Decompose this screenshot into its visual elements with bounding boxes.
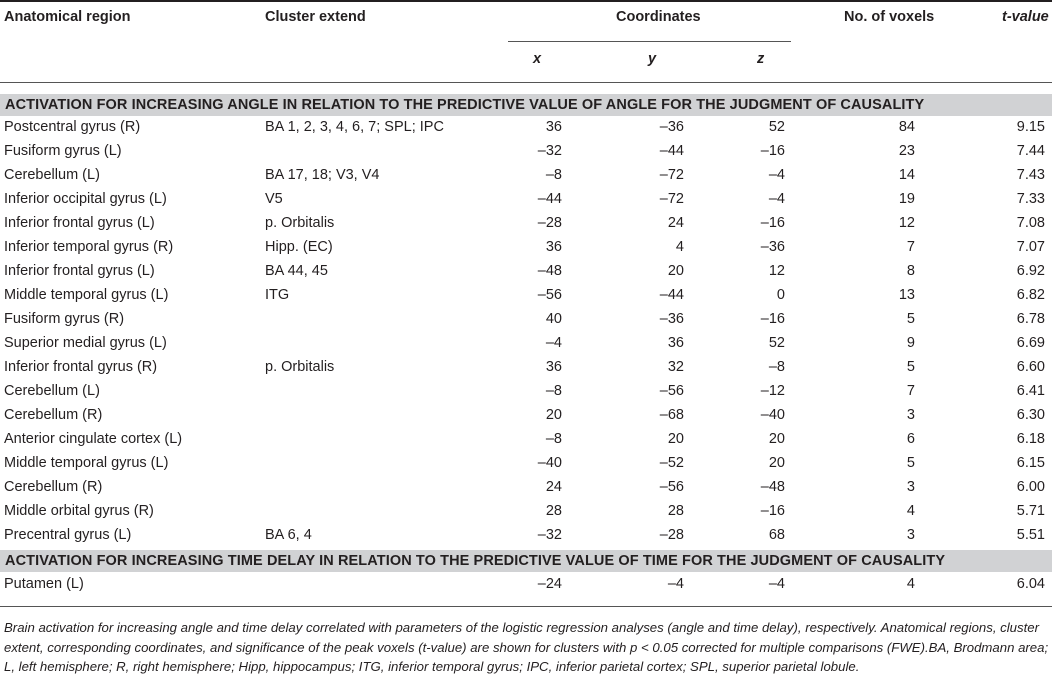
cell-x: 36 <box>545 359 562 375</box>
cell-region: Middle temporal gyrus (L) <box>4 287 169 303</box>
cell-z: –4 <box>768 191 785 207</box>
cell-region: Inferior frontal gyrus (L) <box>4 263 155 279</box>
cell-z: 20 <box>768 455 785 471</box>
cell-x: 24 <box>545 479 562 495</box>
table-row <box>0 572 1052 596</box>
cell-x: –56 <box>537 287 562 303</box>
cell-y: –72 <box>659 167 684 183</box>
cell-y: 24 <box>667 215 684 231</box>
cell-x: 36 <box>545 239 562 255</box>
cell-z: –8 <box>768 359 785 375</box>
cell-voxels: 14 <box>898 167 915 183</box>
cell-voxels: 9 <box>906 335 915 351</box>
header-rule <box>0 82 1052 83</box>
cell-region: Superior medial gyrus (L) <box>4 335 167 351</box>
cell-z: –48 <box>760 479 785 495</box>
cell-y: –52 <box>659 455 684 471</box>
cell-z: 52 <box>768 119 785 135</box>
cell-z: –16 <box>760 503 785 519</box>
cell-tvalue: 6.69 <box>1016 335 1045 351</box>
cell-x: –28 <box>537 215 562 231</box>
table-row <box>0 187 1052 211</box>
section-header <box>0 550 1052 572</box>
cell-tvalue: 6.15 <box>1016 455 1045 471</box>
table-row <box>0 403 1052 427</box>
cell-y: 20 <box>667 431 684 447</box>
cell-y: –44 <box>659 287 684 303</box>
cell-tvalue: 6.92 <box>1016 263 1045 279</box>
cell-region: Inferior occipital gyrus (L) <box>4 191 167 207</box>
cell-y: 4 <box>675 239 684 255</box>
cell-voxels: 7 <box>906 239 915 255</box>
cell-region: Cerebellum (R) <box>4 407 103 423</box>
cell-tvalue: 7.07 <box>1016 239 1045 255</box>
top-rule <box>0 0 1052 2</box>
cell-tvalue: 6.82 <box>1016 287 1045 303</box>
cell-voxels: 5 <box>906 359 915 375</box>
cell-x: –32 <box>537 143 562 159</box>
table-row <box>0 307 1052 331</box>
cell-y: –68 <box>659 407 684 423</box>
cell-region: Middle temporal gyrus (L) <box>4 455 169 471</box>
cell-region: Postcentral gyrus (R) <box>4 119 141 135</box>
table-row <box>0 523 1052 547</box>
cell-x: –4 <box>545 335 562 351</box>
table-row <box>0 283 1052 307</box>
cell-tvalue: 7.33 <box>1016 191 1045 207</box>
table-row <box>0 379 1052 403</box>
cell-z: –16 <box>760 311 785 327</box>
table-row <box>0 331 1052 355</box>
cell-voxels: 3 <box>906 407 915 423</box>
cell-tvalue: 7.44 <box>1016 143 1045 159</box>
cell-z: –40 <box>760 407 785 423</box>
cell-tvalue: 7.08 <box>1016 215 1045 231</box>
cell-cluster: V5 <box>265 191 283 207</box>
cell-cluster: BA 17, 18; V3, V4 <box>265 167 380 183</box>
cell-x: –40 <box>537 455 562 471</box>
cell-region: Inferior frontal gyrus (R) <box>4 359 158 375</box>
cell-z: 12 <box>768 263 785 279</box>
bottom-rule <box>0 606 1052 607</box>
table-row <box>0 163 1052 187</box>
cell-y: 28 <box>667 503 684 519</box>
cell-x: 28 <box>545 503 562 519</box>
cell-voxels: 6 <box>906 431 915 447</box>
cell-x: 40 <box>545 311 562 327</box>
cell-x: –32 <box>537 527 562 543</box>
cell-y: –36 <box>659 119 684 135</box>
cell-tvalue: 9.15 <box>1016 119 1045 135</box>
table-row <box>0 115 1052 139</box>
cell-x: –8 <box>545 167 562 183</box>
coordinates-rule <box>508 41 791 42</box>
table-row <box>0 427 1052 451</box>
cell-y: 32 <box>667 359 684 375</box>
cell-voxels: 5 <box>906 455 915 471</box>
header-z: z <box>757 51 765 67</box>
cell-tvalue: 6.41 <box>1016 383 1045 399</box>
cell-z: –4 <box>768 167 785 183</box>
cell-cluster: p. Orbitalis <box>265 215 335 231</box>
table-row <box>0 355 1052 379</box>
cell-x: –44 <box>537 191 562 207</box>
cell-tvalue: 6.30 <box>1016 407 1045 423</box>
cell-tvalue: 6.60 <box>1016 359 1045 375</box>
cell-voxels: 5 <box>906 311 915 327</box>
cell-region: Anterior cingulate cortex (L) <box>4 431 183 447</box>
cell-y: –72 <box>659 191 684 207</box>
header-region: Anatomical region <box>4 9 131 25</box>
header-cluster: Cluster extend <box>265 9 366 25</box>
cell-region: Cerebellum (R) <box>4 479 103 495</box>
cell-region: Inferior temporal gyrus (R) <box>4 239 174 255</box>
header-tvalue: t-value <box>1002 9 1049 25</box>
cell-region: Inferior frontal gyrus (L) <box>4 215 155 231</box>
cell-x: 20 <box>545 407 562 423</box>
table-row <box>0 475 1052 499</box>
cell-voxels: 4 <box>906 576 915 592</box>
cell-voxels: 7 <box>906 383 915 399</box>
cell-z: –4 <box>768 576 785 592</box>
cell-voxels: 3 <box>906 527 915 543</box>
cell-y: –44 <box>659 143 684 159</box>
cell-voxels: 23 <box>898 143 915 159</box>
header-y: y <box>648 51 657 67</box>
cell-tvalue: 6.78 <box>1016 311 1045 327</box>
cell-z: 52 <box>768 335 785 351</box>
table-row <box>0 259 1052 283</box>
cell-region: Middle orbital gyrus (R) <box>4 503 154 519</box>
cell-region: Precentral gyrus (L) <box>4 527 132 543</box>
cell-voxels: 84 <box>898 119 915 135</box>
cell-y: –36 <box>659 311 684 327</box>
table-footnote: Brain activation for increasing angle and time delay correlated with parameters of the logistic regression analyses (angle and time delay), respectively. Anatomical regions, cluster extent, corresponding coordinates, and significance of the peak voxels (t-value) are shown for clusters with p < 0.05 corrected for multiple comparisons (FWE).BA, Brodmann area; L, left hemisphere; R, right hemisphere; Hipp, hippocampus; ITG, inferior temporal gyrus; IPC, inferior parietal cortex; SPL, superior parietal lobule. <box>4 620 1049 674</box>
cell-region: Cerebellum (L) <box>4 167 100 183</box>
cell-voxels: 3 <box>906 479 915 495</box>
cell-x: 36 <box>545 119 562 135</box>
cell-region: Fusiform gyrus (L) <box>4 143 122 159</box>
cell-cluster: ITG <box>265 287 290 303</box>
cell-cluster: BA 1, 2, 3, 4, 6, 7; SPL; IPC <box>265 119 444 135</box>
cell-voxels: 12 <box>898 215 915 231</box>
cell-z: –12 <box>760 383 785 399</box>
cell-x: –8 <box>545 383 562 399</box>
cell-cluster: BA 44, 45 <box>265 263 328 279</box>
table-row <box>0 235 1052 259</box>
cell-tvalue: 7.43 <box>1016 167 1045 183</box>
cell-voxels: 19 <box>898 191 915 207</box>
cell-y: 36 <box>667 335 684 351</box>
cell-y: –56 <box>659 383 684 399</box>
cell-cluster: Hipp. (EC) <box>265 239 333 255</box>
cell-cluster: BA 6, 4 <box>265 527 312 543</box>
cell-voxels: 13 <box>898 287 915 303</box>
cell-region: Cerebellum (L) <box>4 383 100 399</box>
cell-y: 20 <box>667 263 684 279</box>
cell-x: –8 <box>545 431 562 447</box>
cell-z: 68 <box>768 527 785 543</box>
cell-z: –16 <box>760 215 785 231</box>
cell-region: Fusiform gyrus (R) <box>4 311 125 327</box>
cell-tvalue: 6.04 <box>1016 576 1045 592</box>
header-voxels: No. of voxels <box>844 9 935 25</box>
table-row <box>0 499 1052 523</box>
section-header <box>0 94 1052 116</box>
cell-cluster: p. Orbitalis <box>265 359 335 375</box>
cell-z: –36 <box>760 239 785 255</box>
section-title: ACTIVATION FOR INCREASING TIME DELAY IN RELATION TO THE PREDICTIVE VALUE OF TIME FOR THE JUDGMENT OF CAUSALITY <box>5 553 946 569</box>
cell-x: –24 <box>537 576 562 592</box>
section-title: ACTIVATION FOR INCREASING ANGLE IN RELATION TO THE PREDICTIVE VALUE OF ANGLE FOR THE JUDGMENT OF CAUSALITY <box>5 97 925 113</box>
cell-y: –28 <box>659 527 684 543</box>
cell-tvalue: 6.00 <box>1016 479 1045 495</box>
cell-z: 20 <box>768 431 785 447</box>
cell-z: –16 <box>760 143 785 159</box>
table-row <box>0 451 1052 475</box>
header-coordinates: Coordinates <box>616 9 701 25</box>
header-x: x <box>533 51 542 67</box>
cell-voxels: 8 <box>906 263 915 279</box>
cell-tvalue: 5.71 <box>1016 503 1045 519</box>
cell-tvalue: 6.18 <box>1016 431 1045 447</box>
table-row <box>0 211 1052 235</box>
cell-tvalue: 5.51 <box>1016 527 1045 543</box>
cell-region: Putamen (L) <box>4 576 84 592</box>
cell-y: –4 <box>667 576 684 592</box>
cell-voxels: 4 <box>906 503 915 519</box>
table-row <box>0 139 1052 163</box>
cell-z: 0 <box>776 287 785 303</box>
cell-x: –48 <box>537 263 562 279</box>
cell-y: –56 <box>659 479 684 495</box>
